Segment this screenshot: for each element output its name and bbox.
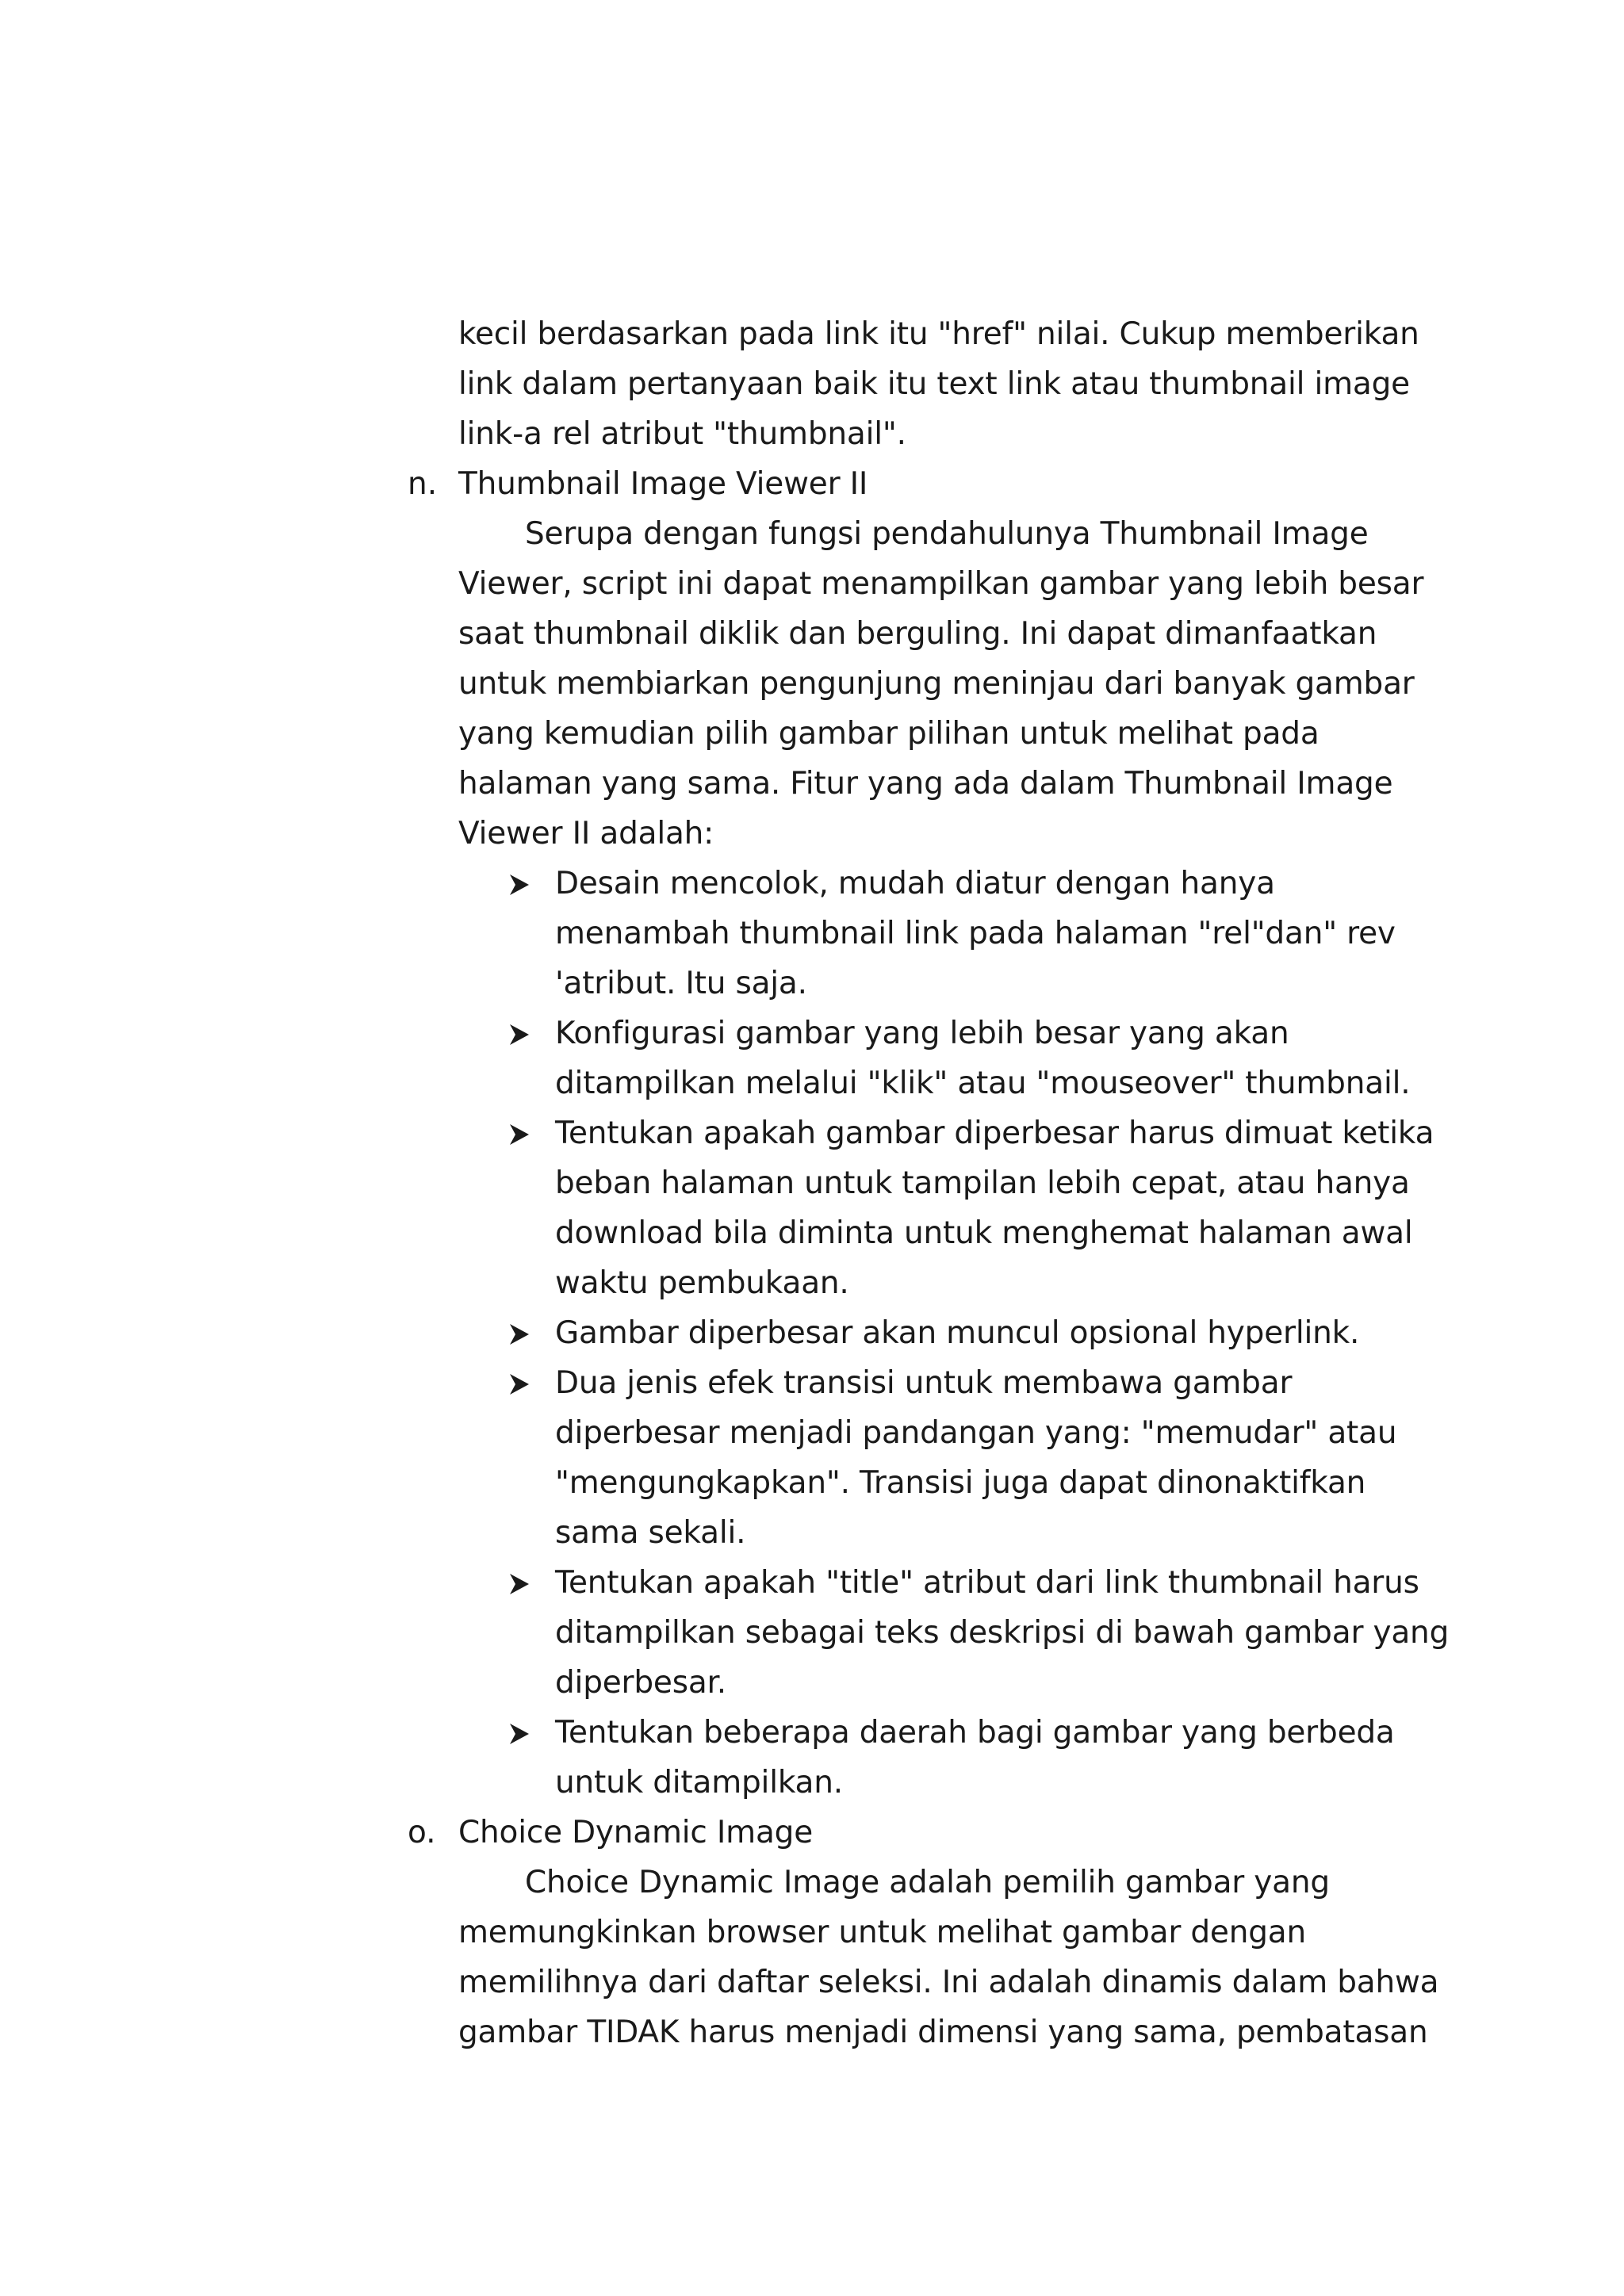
section-o-marker: o. [408, 1815, 436, 1850]
arrowhead-bullet-icon [508, 1372, 531, 1396]
bullet-line: "mengungkapkan". Transisi juga dapat dinonaktifkan [555, 1465, 1366, 1501]
section-o-paragraph-line: Choice Dynamic Image adalah pemilih gambar yang [525, 1865, 1330, 1900]
bullet-line: untuk ditampilkan. [555, 1765, 843, 1800]
section-n-paragraph-line: Serupa dengan fungsi pendahulunya Thumbnail Image [525, 516, 1369, 552]
section-n-paragraph-line: Viewer, script ini dapat menampilkan gambar yang lebih besar [458, 566, 1424, 602]
section-n-paragraph-line: Viewer II adalah: [458, 816, 714, 851]
section-n-paragraph-line: halaman yang sama. Fitur yang ada dalam Thumbnail Image [458, 766, 1393, 802]
bullet-line: ditampilkan melalui "klik" atau "mouseover" thumbnail. [555, 1066, 1411, 1101]
section-o-paragraph-line: gambar TIDAK harus menjadi dimensi yang sama, pembatasan [458, 2015, 1428, 2050]
section-o-paragraph-line: memilihnya dari daftar seleksi. Ini adalah dinamis dalam bahwa [458, 1965, 1439, 2000]
bullet-line: Gambar diperbesar akan muncul opsional hyperlink. [555, 1315, 1360, 1351]
arrowhead-bullet-icon [508, 1322, 531, 1346]
section-n-marker: n. [408, 466, 438, 502]
bullet-line: download bila diminta untuk menghemat halaman awal [555, 1215, 1413, 1251]
arrowhead-bullet-icon [508, 1123, 531, 1146]
bullet-line: diperbesar. [555, 1665, 726, 1701]
arrowhead-bullet-icon [508, 1023, 531, 1047]
section-n-paragraph-line: saat thumbnail diklik dan berguling. Ini dapat dimanfaatkan [458, 616, 1377, 652]
bullet-line: Tentukan beberapa daerah bagi gambar yang berbeda [555, 1715, 1395, 1751]
bullet-line: sama sekali. [555, 1515, 746, 1551]
bullet-line: waktu pembukaan. [555, 1265, 849, 1301]
bullet-line: Tentukan apakah "title" atribut dari link thumbnail harus [555, 1565, 1419, 1601]
section-o-title: Choice Dynamic Image [458, 1815, 814, 1850]
bullet-line: Tentukan apakah gambar diperbesar harus dimuat ketika [555, 1115, 1434, 1151]
bullet-line: Desain mencolok, mudah diatur dengan hanya [555, 866, 1275, 901]
bullet-line: menambah thumbnail link pada halaman "rel"dan" rev [555, 916, 1396, 951]
continuation-line: link-a rel atribut "thumbnail". [458, 416, 906, 452]
bullet-line: beban halaman untuk tampilan lebih cepat, atau hanya [555, 1165, 1410, 1201]
bullet-line: Dua jenis efek transisi untuk membawa gambar [555, 1365, 1293, 1401]
continuation-line: kecil berdasarkan pada link itu "href" nilai. Cukup memberikan [458, 316, 1419, 352]
bullet-line: ditampilkan sebagai teks deskripsi di bawah gambar yang [555, 1615, 1450, 1651]
arrowhead-bullet-icon [508, 1572, 531, 1596]
section-o-paragraph-line: memungkinkan browser untuk melihat gambar dengan [458, 1915, 1307, 1950]
continuation-line: link dalam pertanyaan baik itu text link atau thumbnail image [458, 366, 1410, 402]
section-n-paragraph-line: untuk membiarkan pengunjung meninjau dari banyak gambar [458, 666, 1415, 702]
arrowhead-bullet-icon [508, 873, 531, 897]
section-n-paragraph-line: yang kemudian pilih gambar pilihan untuk melihat pada [458, 716, 1320, 752]
bullet-line: diperbesar menjadi pandangan yang: "memudar" atau [555, 1415, 1397, 1451]
section-n-title: Thumbnail Image Viewer II [458, 466, 868, 502]
bullet-line: 'atribut. Itu saja. [555, 966, 807, 1001]
arrowhead-bullet-icon [508, 1722, 531, 1746]
bullet-line: Konfigurasi gambar yang lebih besar yang akan [555, 1016, 1289, 1051]
